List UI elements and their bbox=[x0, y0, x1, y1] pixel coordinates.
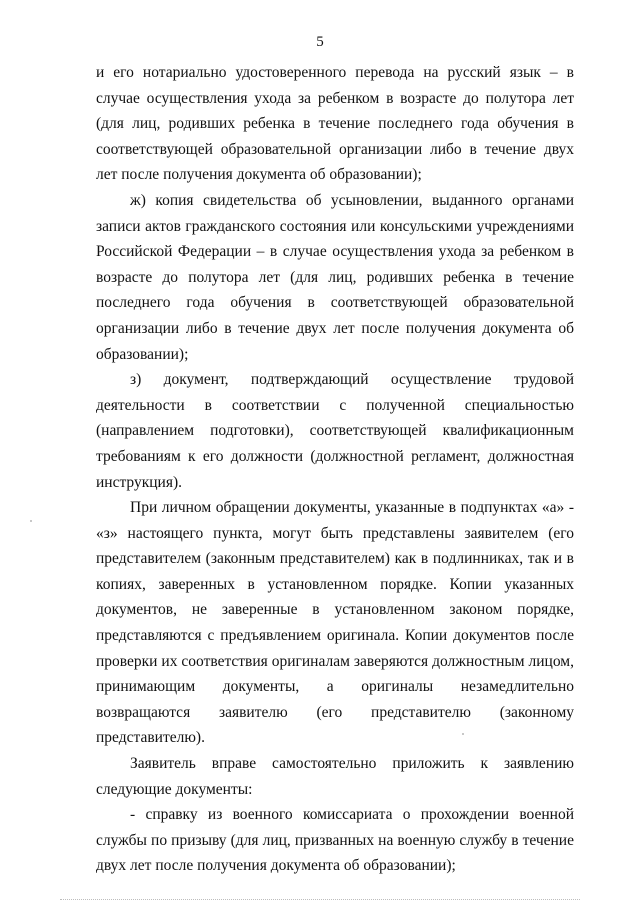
page-number: 5 bbox=[316, 34, 324, 50]
paragraph-continuation: и его нотариально удостоверенного перевода на русский язык – в случае осуществления ухода за ребенком в возрасте до полутора лет (для лиц, родивших ребенка в течение последнего года обучения в соответствующей образовательной организации либо в течение двух лет после получения документа об образовании); bbox=[96, 64, 574, 184]
paragraph-applicant-may-attach: Заявитель вправе самостоятельно приложить к заявлению следующие документы: bbox=[96, 755, 574, 798]
scan-speck bbox=[462, 733, 464, 735]
paragraph-item-z: з) документ, подтверждающий осуществление трудовой деятельности в соответствии с полученной специальностью (направлением подготовки), соответствующей квалификационным требованиям к его должности (должностной регламент, должностная инструкция). bbox=[96, 371, 574, 491]
paragraph-personal-submission: При личном обращении документы, указанные в подпунктах «а» - «з» настоящего пункта, могут быть представлены заявителем (его представителем (законным представителем) как в подлинниках, так и в копиях, заверенных в установленном порядке. Копии указанных документов, не заверенные в установленном законом порядке, представляются с предъявлением оригинала. Копии документов после проверки их соответствия оригиналам заверяются должностным лицом, принимающим документы, а оригиналы незамедлительно возвращаются заявителю (его представителю (законному представителю). bbox=[96, 499, 574, 747]
scan-speck bbox=[30, 520, 32, 522]
paragraph-military-certificate: - справку из военного комиссариата о прохождении военной службы по призыву (для лиц, призванных на военную службу в течение двух лет после получения документа об образовании); bbox=[96, 806, 574, 875]
scan-edge-line bbox=[60, 899, 580, 901]
document-body bbox=[96, 60, 574, 879]
paragraph-item-zh: ж) копия свидетельства об усыновлении, выданного органами записи актов гражданского состояния или консульскими учреждениями Российской Федерации – в случае осуществления ухода за ребенком в возрасте до полутора лет (для лиц, родивших ребенка в течение последнего года обучения в соответствующей образовательной организации либо в течение двух лет после получения документа об образовании); bbox=[96, 191, 574, 363]
